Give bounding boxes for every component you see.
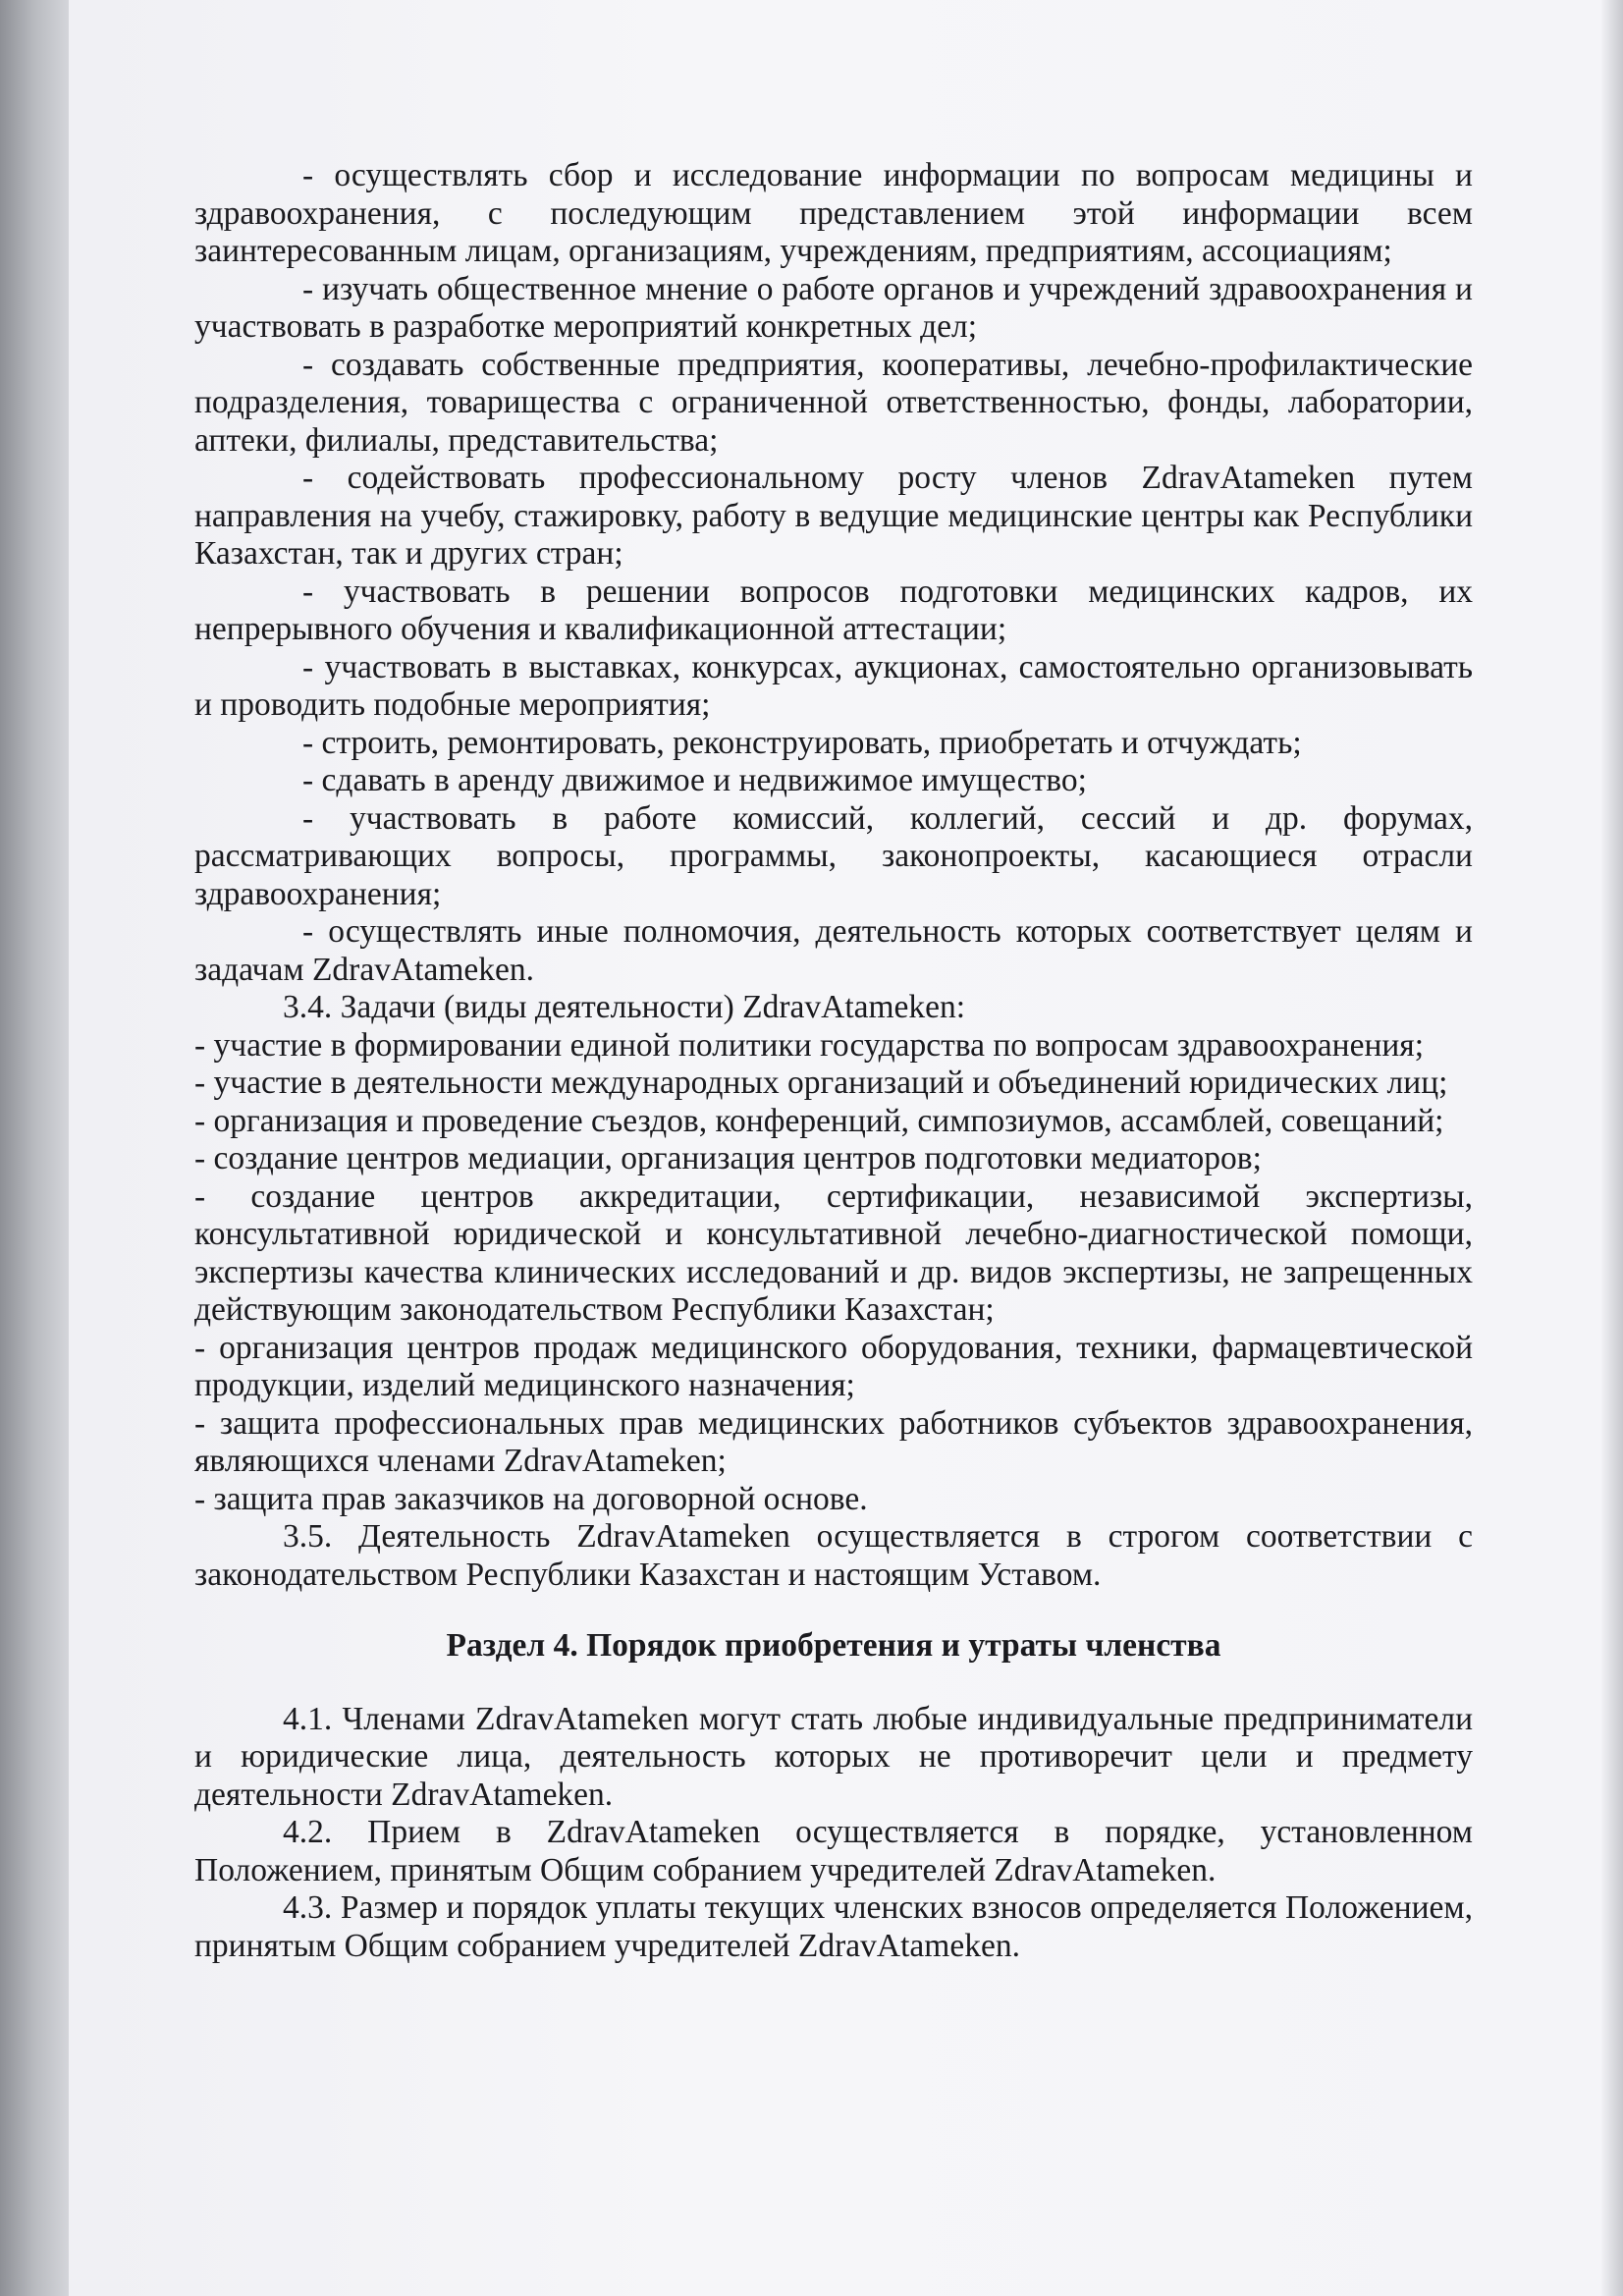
paragraph: - защита профессиональных прав медицинских работников субъектов здравоохранения, являющихся членами ZdravAtameken; [194, 1404, 1473, 1479]
paragraph: - осуществлять иные полномочия, деятельность которых соответствует целям и задачам ZdravAtameken. [194, 913, 1473, 988]
paragraph: - участвовать в решении вопросов подготовки медицинских кадров, их непрерывного обучения и квалификационной аттестации; [194, 573, 1473, 647]
paragraph: - изучать общественное мнение о работе органов и учреждений здравоохранения и участвовать в разработке мероприятий конкретных дел; [194, 270, 1473, 345]
paragraph: - строить, ремонтировать, реконструировать, приобретать и отчуждать; [302, 724, 1302, 761]
paragraph: 4.2. Прием в ZdravAtameken осуществляется в порядке, установленном Положением, принятым Общим собранием учредителей ZdravAtameken. [194, 1814, 1473, 1888]
paragraph: 3.5. Деятельность ZdravAtameken осуществляется в строгом соответствии с законодательством Республики Казахстан и настоящим Уставом. [194, 1518, 1473, 1593]
paragraph: - сдавать в аренду движимое и недвижимое имущество; [302, 762, 1087, 798]
paragraph: - создавать собственные предприятия, кооперативы, лечебно-профилактические подразделения, товарищества с ограниченной ответственностью, фонды, лаборатории, аптеки, филиалы, представительства; [194, 346, 1473, 459]
paragraph: 3.4. Задачи (виды деятельности) ZdravAtameken: [283, 989, 966, 1025]
paragraph: - организация и проведение съездов, конференций, симпозиумов, ассамблей, совещаний; [194, 1102, 1444, 1139]
page-edge [1601, 0, 1623, 2296]
paragraph: 4.1. Членами ZdravAtameken могут стать любые индивидуальные предприниматели и юридические лица, деятельность которых не противоречит цели и предмету деятельности ZdravAtameken. [194, 1700, 1473, 1813]
paragraph: - участвовать в работе комиссий, коллегий, сессий и др. форумах, рассматривающих вопросы, программы, законопроекты, касающиеся отрасли здравоохранения; [194, 799, 1473, 912]
section-heading: Раздел 4. Порядок приобретения и утраты членства [446, 1627, 1221, 1664]
paragraph: - содействовать профессиональному росту членов ZdravAtameken путем направления на учебу, стажировку, работу в ведущие медицинские центры как Республики Казахстан, так и других стран; [194, 460, 1473, 572]
paragraph: - создание центров медиации, организация центров подготовки медиаторов; [194, 1140, 1262, 1176]
paragraph: 4.3. Размер и порядок уплаты текущих членских взносов определяется Положением, принятым Общим собранием учредителей ZdravAtameken. [194, 1889, 1473, 1964]
binding-shadow [0, 0, 79, 2296]
paragraph: - участвовать в выставках, конкурсах, аукционах, самостоятельно организовывать и проводить подобные мероприятия; [194, 648, 1473, 723]
paragraph: - осуществлять сбор и исследование информации по вопросам медицины и здравоохранения, с последующим представлением этой информации всем заинтересованным лицам, организациям, учреждениям, предприятиям, ассоциациям; [194, 157, 1473, 269]
document-body [194, 157, 1473, 1965]
paragraph: - участие в формировании единой политики государства по вопросам здравоохранения; [194, 1026, 1425, 1064]
paragraph: - создание центров аккредитации, сертификации, независимой экспертизы, консультативной юридической и консультативной лечебно-диагностической помощи, экспертизы качества клинических исследований и др. видов экспертизы, не запрещенных действующим законодательством Республики Казахстан; [194, 1177, 1473, 1328]
paragraph: - защита прав заказчиков на договорной основе. [194, 1480, 868, 1517]
paragraph: - организация центров продаж медицинского оборудования, техники, фармацевтической продукции, изделий медицинского назначения; [194, 1329, 1473, 1403]
paragraph: - участие в деятельности международных организаций и объединений юридических лиц; [194, 1065, 1448, 1101]
